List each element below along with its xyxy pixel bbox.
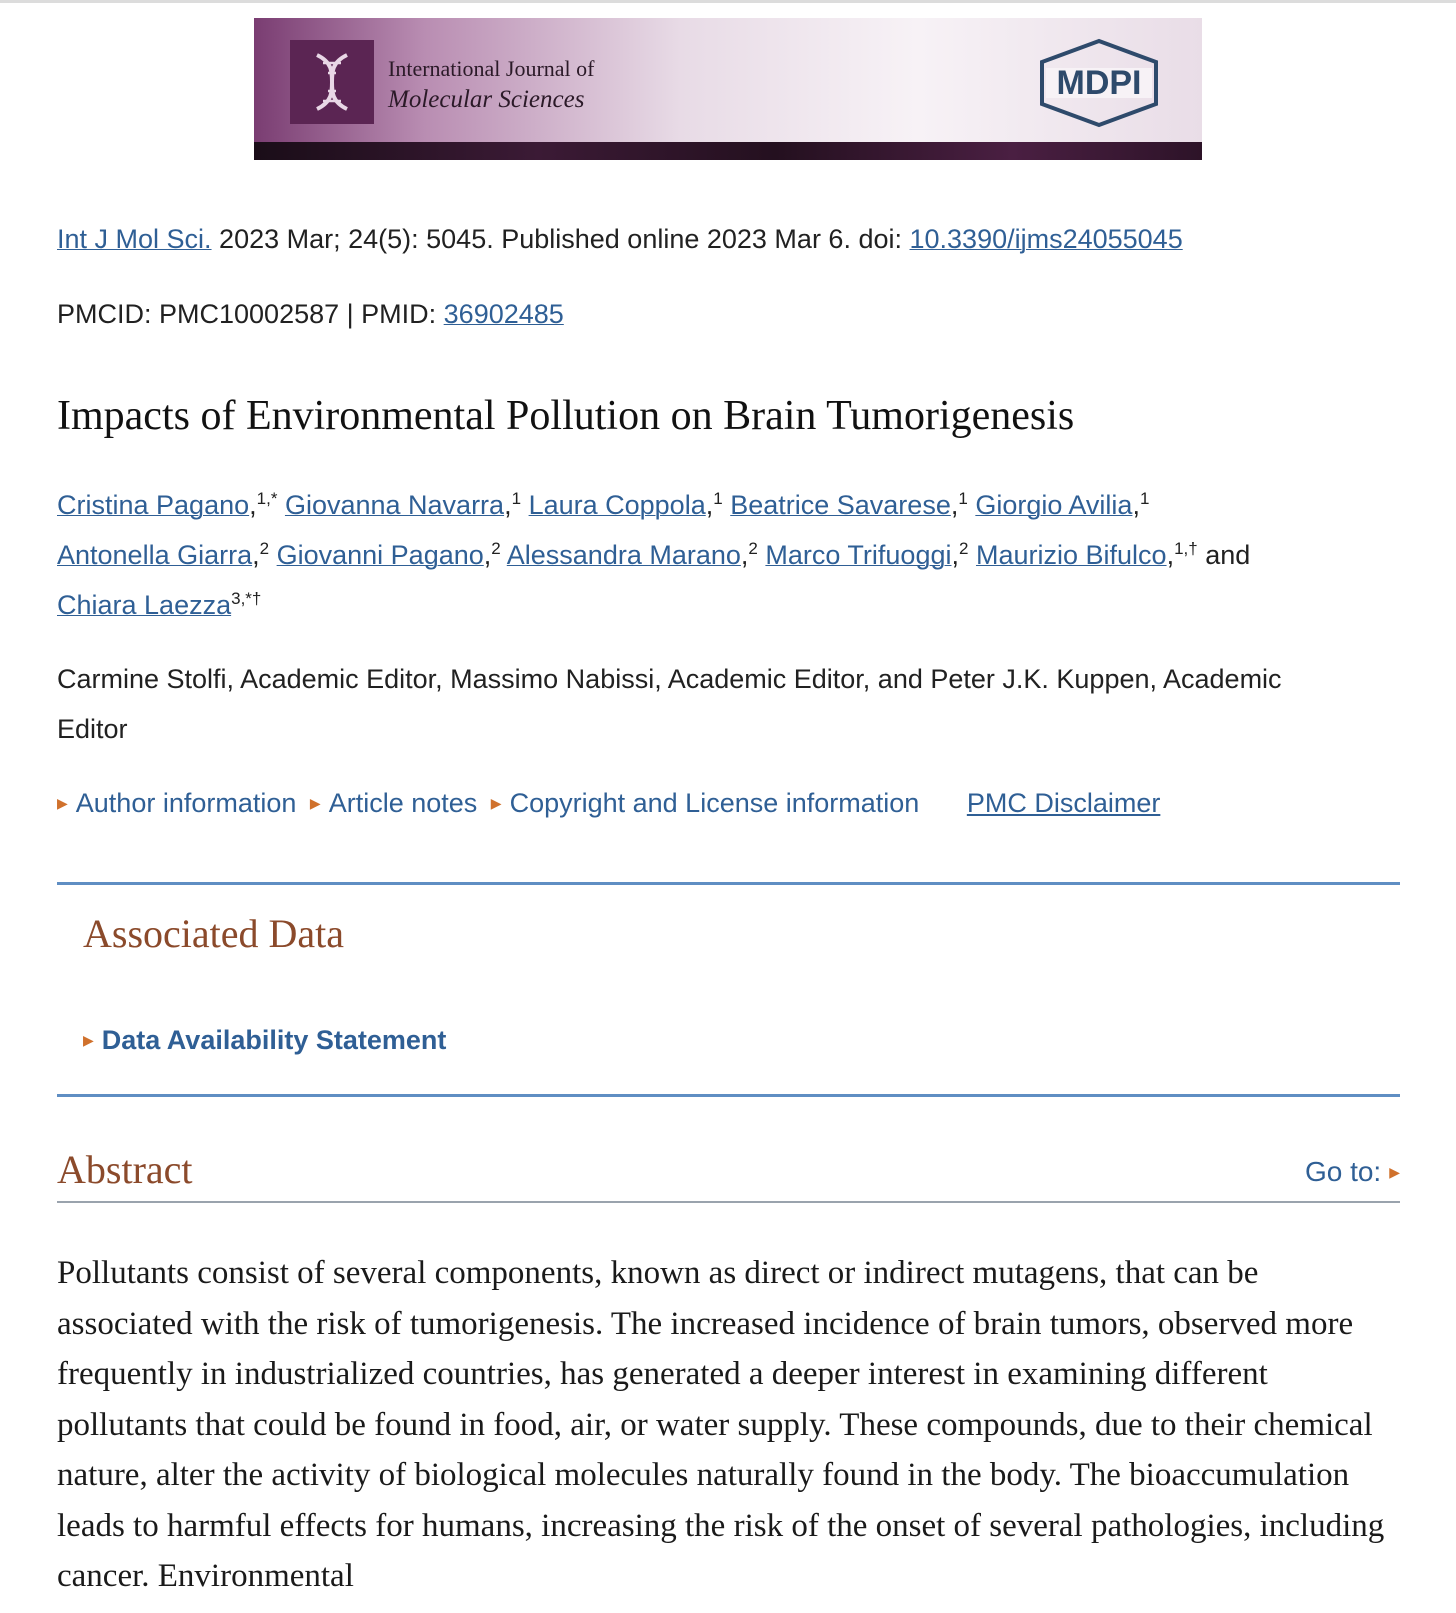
data-availability-toggle[interactable] <box>83 1025 446 1056</box>
affiliation-sup: 1 <box>1139 489 1150 508</box>
author-link[interactable]: Giorgio Avilia <box>975 490 1133 520</box>
author-link[interactable]: Giovanni Pagano <box>276 540 484 570</box>
abstract-heading: Abstract <box>57 1147 193 1192</box>
author-link[interactable]: Maurizio Bifulco <box>975 540 1167 570</box>
affiliation-sup: 1,* <box>256 489 278 508</box>
author-link[interactable]: Beatrice Savarese <box>730 490 951 520</box>
pmc-ids <box>57 299 564 330</box>
author-information-toggle[interactable] <box>57 788 296 818</box>
doi-link[interactable]: 10.3390/ijms24055045 <box>909 224 1183 254</box>
author-link[interactable]: Alessandra Marano <box>506 540 741 570</box>
pmcid-text: PMCID: PMC10002587 | PMID: <box>57 299 444 329</box>
author-list: Cristina Pagano,$^{1,*}$ Giovanna Navarra,$^1$ Laura Coppola,$^1$ Beatrice Savarese,$^1$ Giorgio Avilia,$^1$ Antonella Giarra,$^2$ Giovanni Pagano,$^2$ Alessandra Marano,$^2$ Marco Trifuoggi,$^2$ Maurizio Bifulco,$^{1,\dagger}$ and Chiara Laezza$^{3,*\dagger}$ <box>57 489 1251 620</box>
goto-menu[interactable] <box>1305 1156 1400 1188</box>
associated-data-bottom-rule <box>57 1094 1400 1097</box>
affiliation-sup: 2 <box>748 539 758 558</box>
banner-strip <box>254 142 1202 160</box>
expand-triangle-icon: ▶ <box>490 795 502 811</box>
article-notes-toggle[interactable] <box>310 788 477 818</box>
author-link[interactable]: Marco Trifuoggi <box>765 540 952 570</box>
citation-line <box>57 224 1183 255</box>
goto-triangle-icon: ▶ <box>1389 1164 1400 1180</box>
journal-name <box>388 56 595 114</box>
article-title: Impacts of Environmental Pollution on Brain Tumorigenesis <box>57 393 1075 439</box>
journal-link[interactable]: Int J Mol Sci. <box>57 224 212 254</box>
affiliation-sup: 2 <box>491 539 501 558</box>
abstract-text: Pollutants consist of several components, known as direct or indirect mutagens, that can be associated with the risk of tumorigenesis. The increased incidence of brain tumors, observed more frequently in industrialized countries, has generated a deeper interest in examining different pollutants that could be found in food, air, or water supply. These compounds, due to their chemical nature, alter the activity of biological molecules naturally found in the body. The bioaccumulation leads to harmful effects for humans, increasing the risk of the onset of several pathologies, including cancer. Environmental <box>57 1255 1385 1594</box>
author-information-label: Author information <box>75 788 297 818</box>
academic-editors: Carmine Stolfi, Academic Editor, Massimo Nabissi, Academic Editor, and Peter J.K. Kuppen, Academic Editor <box>57 664 1282 744</box>
citation-details: 2023 Mar; 24(5): 5045. Published online 2023 Mar 6. doi: <box>211 224 910 254</box>
affiliation-sup: 2 <box>959 539 969 558</box>
pmc-disclaimer-link[interactable]: PMC Disclaimer <box>966 788 1161 818</box>
expand-triangle-icon: ▶ <box>83 1032 94 1048</box>
associated-data-top-rule <box>57 882 1400 885</box>
expand-triangle-icon: ▶ <box>57 795 68 811</box>
affiliation-sup: 1 <box>511 489 522 508</box>
expand-triangle-icon: ▶ <box>309 795 321 811</box>
mdpi-logo-text: MDPI <box>1056 64 1142 102</box>
author-link[interactable]: Cristina Pagano <box>57 490 250 520</box>
author-link[interactable]: Chiara Laezza <box>57 590 232 620</box>
journal-name-line1: International Journal of <box>388 56 595 81</box>
author-link[interactable]: Antonella Giarra <box>57 540 253 570</box>
top-border <box>0 0 1456 3</box>
journal-name-line2: Molecular Sciences <box>388 86 585 113</box>
affiliation-sup: 1 <box>713 489 723 508</box>
author-link[interactable]: Giovanna Navarra <box>284 490 505 520</box>
goto-label: Go to: <box>1304 1156 1382 1187</box>
author-link[interactable]: Laura Coppola <box>528 490 706 520</box>
article-notes-label: Article notes <box>328 788 478 818</box>
journal-banner[interactable] <box>254 18 1202 160</box>
dna-helix-icon <box>290 40 374 124</box>
copyright-toggle[interactable] <box>491 788 920 818</box>
authors-and: and <box>1197 540 1251 570</box>
mdpi-logo <box>1032 38 1166 128</box>
affiliation-sup: 1 <box>958 489 968 508</box>
associated-data-heading: Associated Data <box>83 911 345 956</box>
abstract-rule <box>57 1201 1400 1203</box>
affiliation-sup: 3,*† <box>231 589 262 608</box>
pmid-link[interactable]: 36902485 <box>443 299 564 329</box>
affiliation-sup: 2 <box>259 539 270 558</box>
affiliation-sup: 1,† <box>1174 539 1198 558</box>
article-info-links <box>57 788 1160 819</box>
copyright-label: Copyright and License information <box>509 788 920 818</box>
data-availability-label: Data Availability Statement <box>101 1025 447 1055</box>
